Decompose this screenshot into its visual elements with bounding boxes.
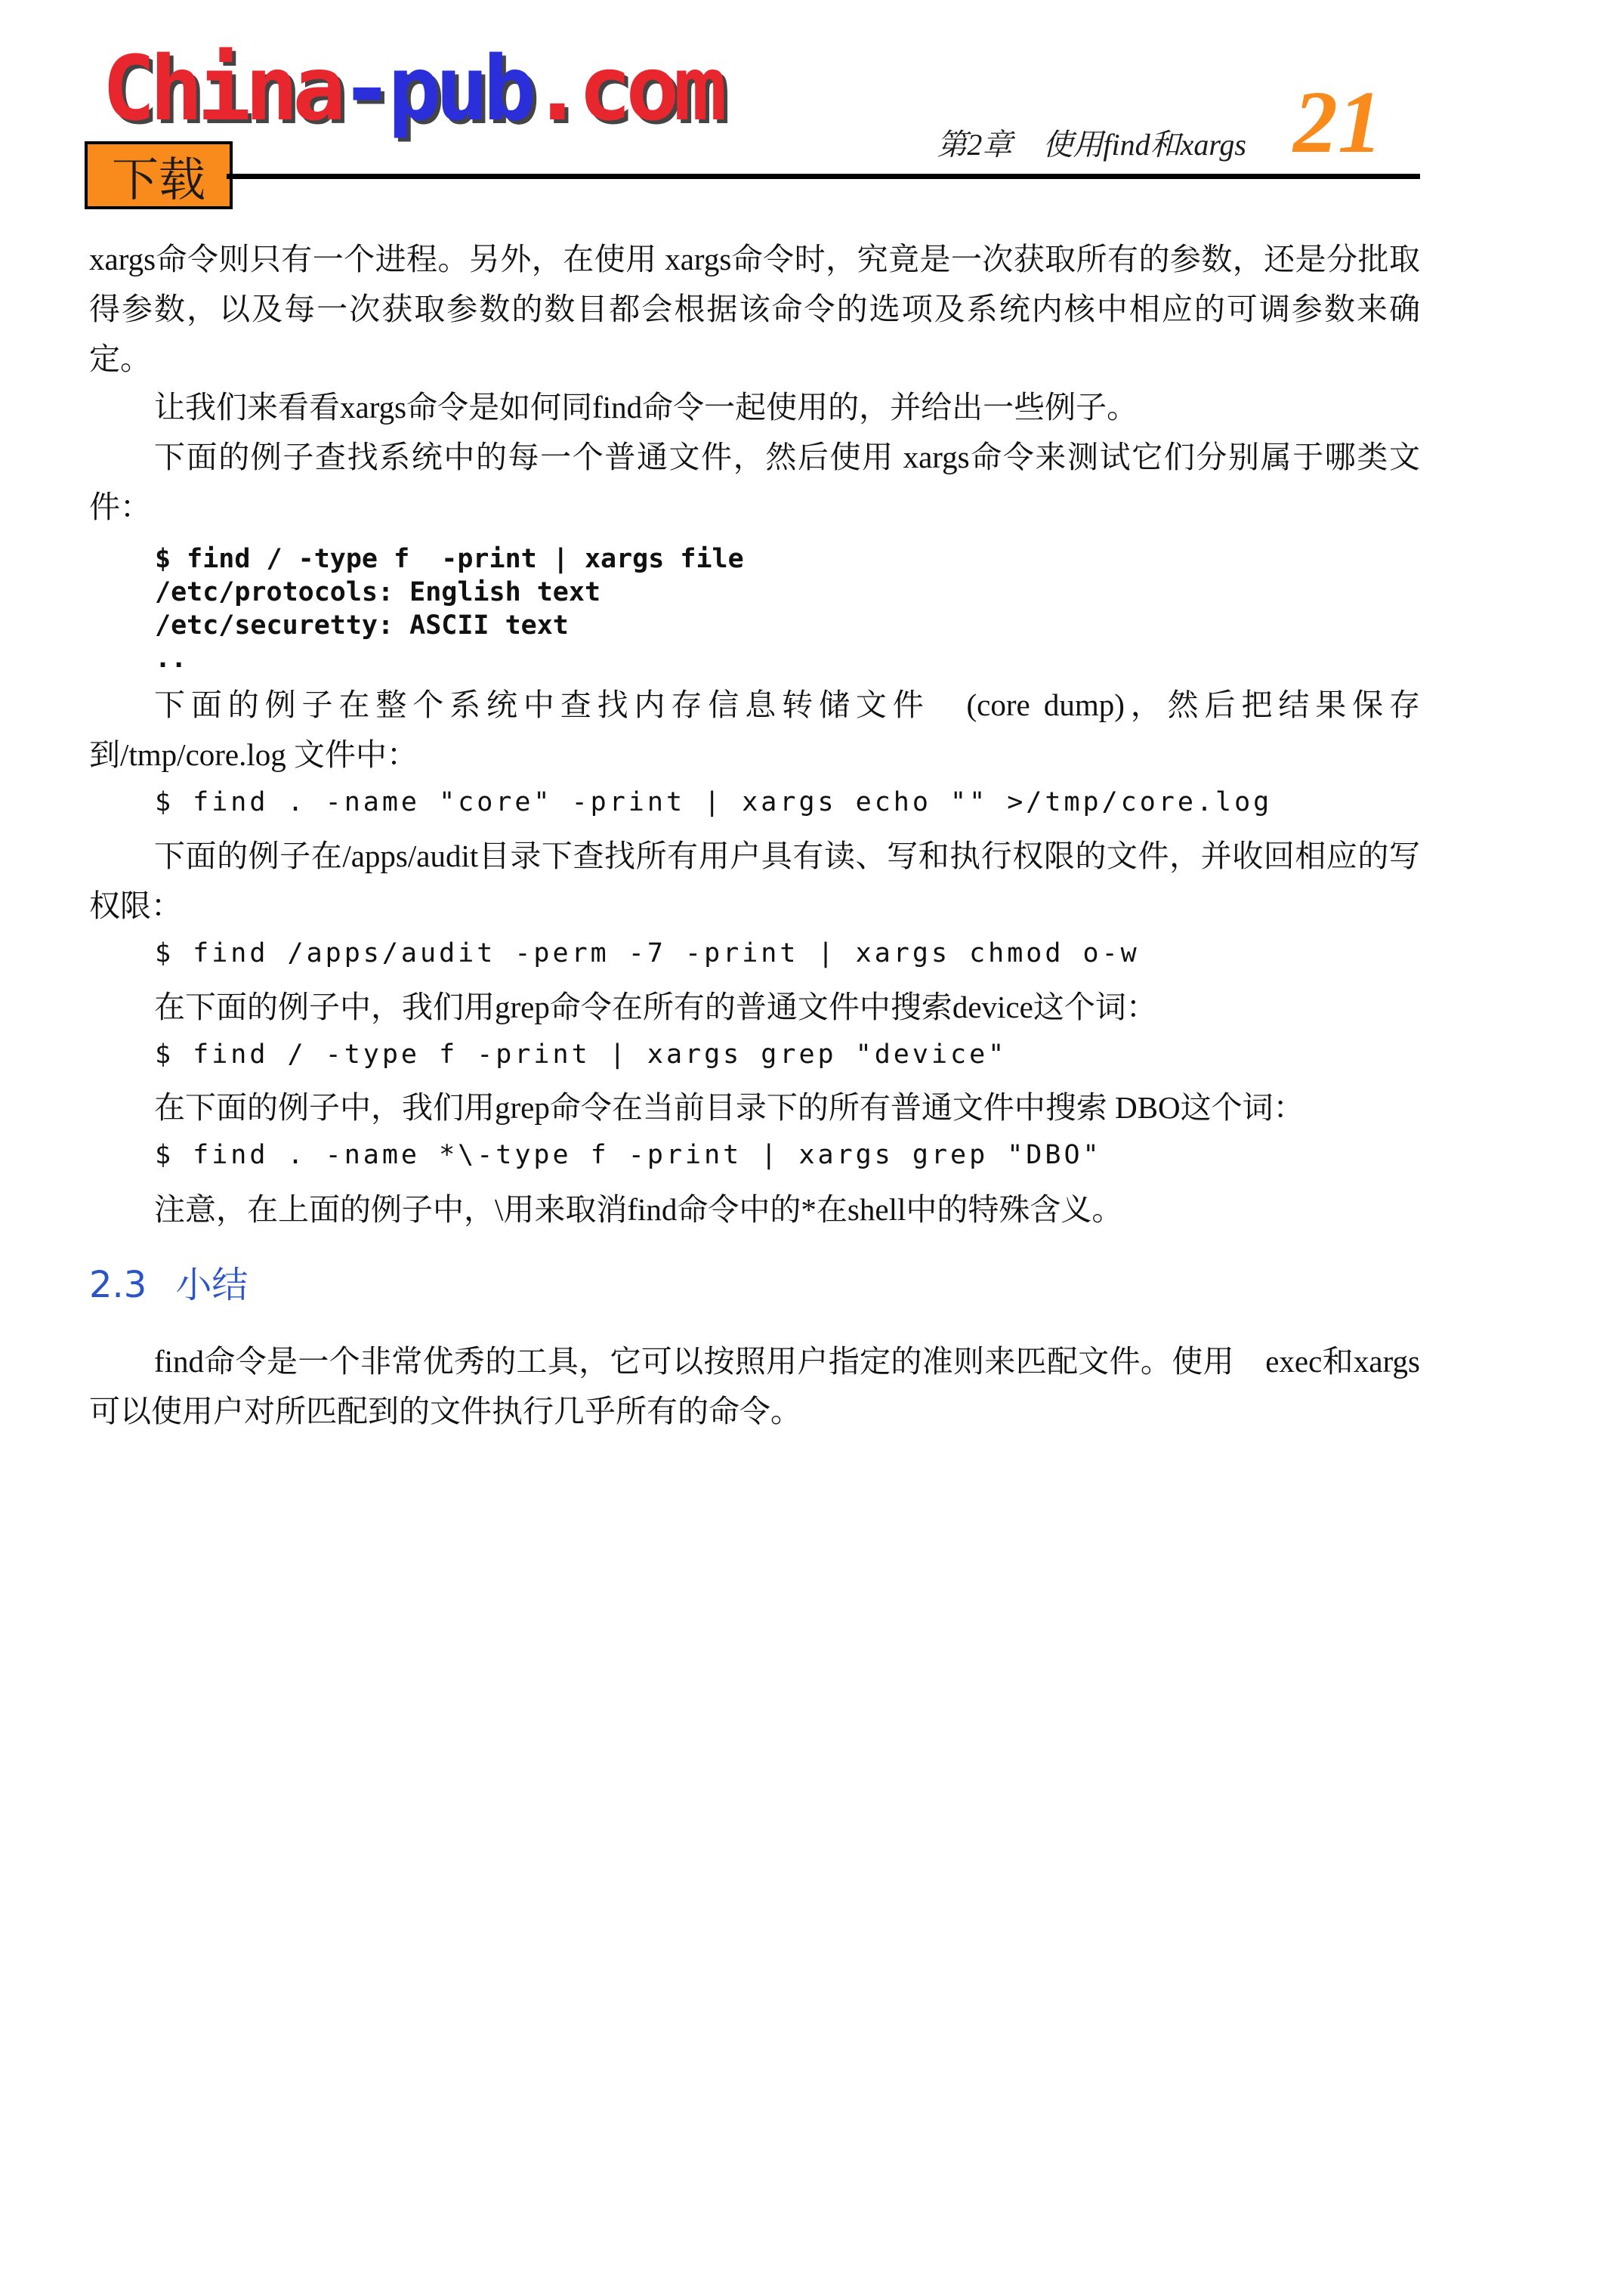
section-title: 小结 — [175, 1264, 249, 1306]
paragraph: xargs命令则只有一个进程。另外，在使用 xargs命令时，究竟是一次获取所有的参数，还是分批取得参数，以及每一次获取参数的数目都会根据该命令的选项及系统内核中相应的可调参数来确定。 — [89, 242, 1420, 376]
china-pub-logo — [102, 36, 721, 141]
header-rule — [227, 174, 1420, 179]
paragraph: 下面的例子查找系统中的每一个普通文件，然后使用 xargs命令来测试它们分别属于哪类文件： — [89, 440, 1420, 524]
paragraph: 注意，在上面的例子中，\用来取消find命令中的*在shell中的特殊含义。 — [154, 1192, 1123, 1227]
page-number: 21 — [1293, 73, 1382, 171]
section-heading — [89, 1256, 248, 1308]
paragraph: 下面的例子在整个系统中查找内存信息转储文件 (core dump)，然后把结果保存到/tmp/core.log 文件中： — [89, 687, 1420, 772]
paragraph: find命令是一个非常优秀的工具，它可以按照用户指定的准则来匹配文件。使用 exec和xargs可以使用户对所匹配到的文件执行几乎所有的命令。 — [89, 1344, 1420, 1429]
logo-text-pub: -pub — [340, 36, 531, 141]
logo-text-china: China — [102, 36, 341, 141]
code-line: $ find . -name *\-type f -print | xargs grep "DBO" — [155, 1140, 1102, 1170]
paragraph: 让我们来看看xargs命令是如何同find命令一起使用的，并给出一些例子。 — [154, 390, 1138, 425]
chapter-title: 第2章 使用find和xargs — [937, 128, 1246, 162]
paragraph: 在下面的例子中，我们用grep命令在所有的普通文件中搜索device这个词： — [154, 990, 1157, 1024]
paragraph: 在下面的例子中，我们用grep命令在当前目录下的所有普通文件中搜索 DBO这个词： — [154, 1090, 1304, 1125]
code-line: $ find / -type f -print | xargs grep "device" — [155, 1039, 1008, 1070]
code-line: $ find /apps/audit -perm -7 -print | xargs chmod o-w — [155, 938, 1140, 968]
logo-text-com: .com — [530, 36, 721, 141]
download-badge: 下载 — [85, 141, 233, 209]
code-block: $ find / -type f -print | xargs file /etc/protocols: English text /etc/securetty: ASCII text .. — [155, 544, 744, 674]
paragraph: 下面的例子在/apps/audit目录下查找所有用户具有读、写和执行权限的文件，并收回相应的写权限： — [89, 839, 1420, 923]
section-number: 2.3 — [89, 1264, 147, 1306]
code-line: $ find . -name "core" -print | xargs echo "" >/tmp/core.log — [155, 787, 1273, 817]
